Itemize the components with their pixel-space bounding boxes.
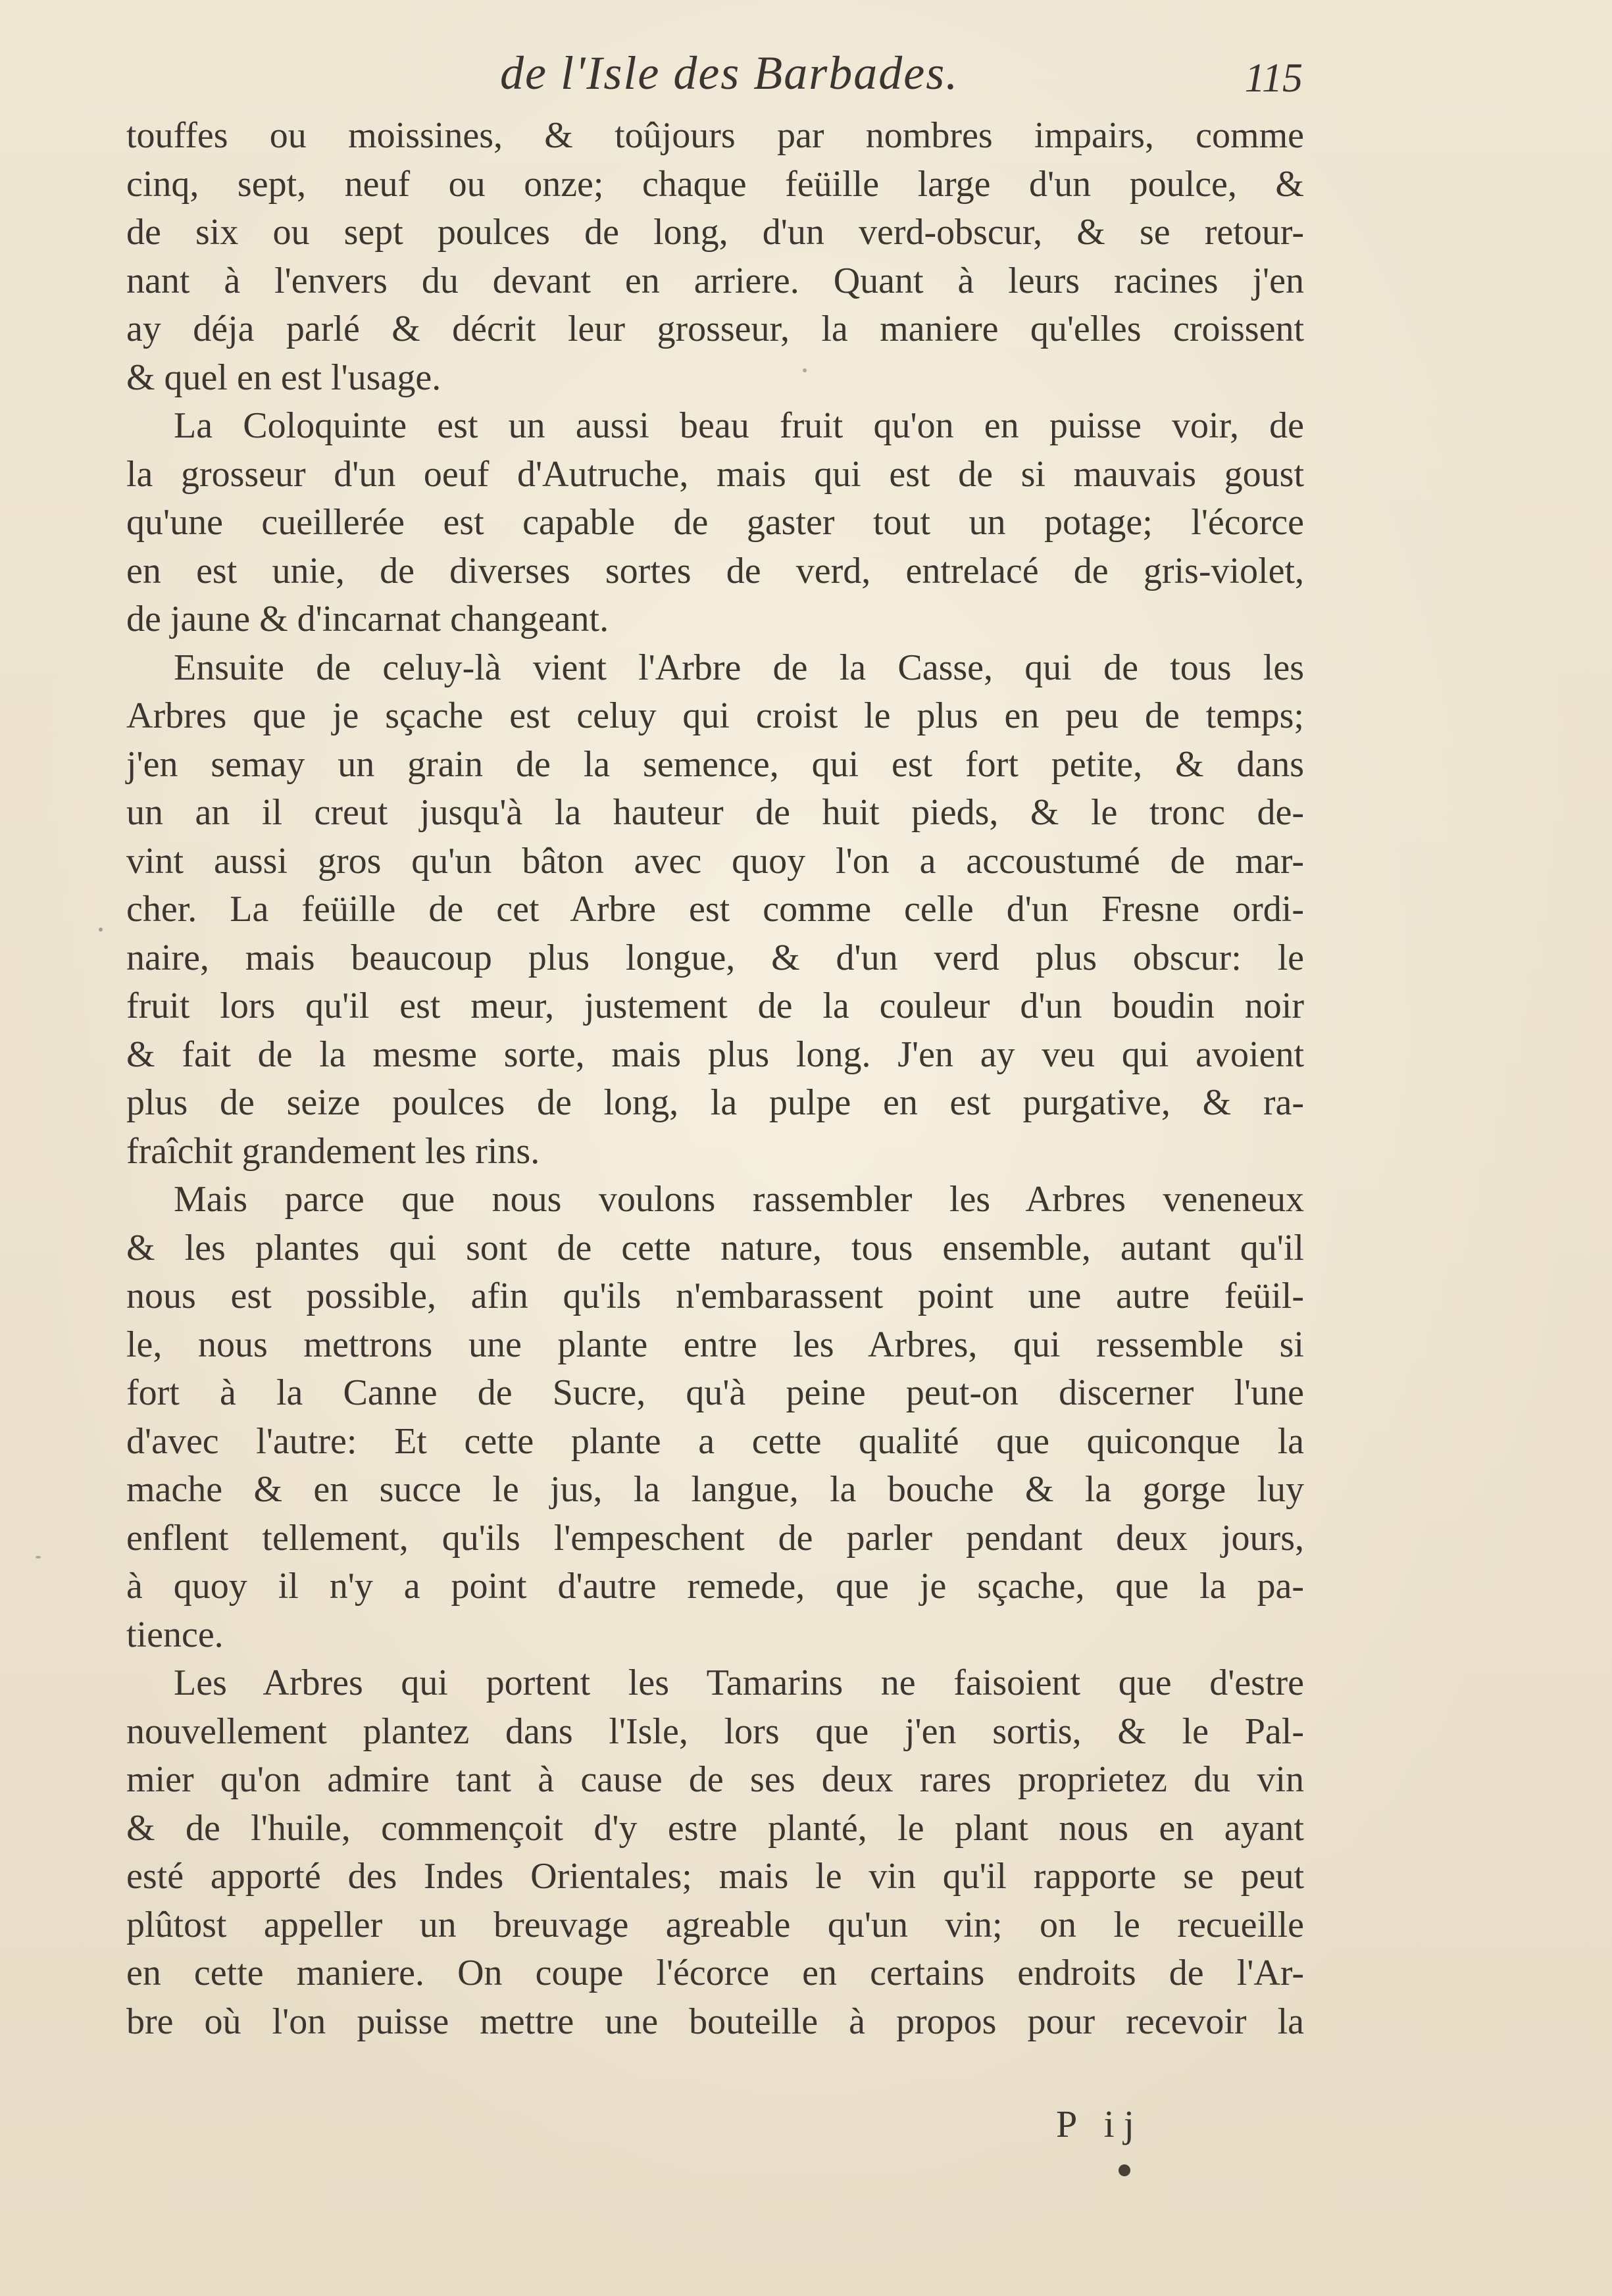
text-line: ay déja parlé & décrit leur grosseur, la maniere qu'elles croissent <box>126 309 1304 349</box>
text-line: le, nous mettrons une plante entre les Arbres, qui ressemble si <box>126 1324 1304 1365</box>
text-line: fort à la Canne de Sucre, qu'à peine peut-on discerner l'une <box>126 1372 1304 1413</box>
ink-speck <box>803 368 807 372</box>
text-line: fraîchit grandement les rins. <box>126 1130 540 1172</box>
text-line: en est unie, de diverses sortes de verd, entrelacé de gris-violet, <box>126 550 1304 591</box>
printers-dot-ornament <box>1119 2164 1130 2176</box>
text-line: Ensuite de celuy-là vient l'Arbre de la Casse, qui de tous les <box>174 647 1304 688</box>
text-line: nous est possible, afin qu'ils n'embarassent point une autre feüil- <box>126 1276 1304 1316</box>
text-line: de jaune & d'incarnat changeant. <box>126 599 609 639</box>
text-line: Mais parce que nous voulons rassembler les Arbres veneneux <box>174 1179 1304 1220</box>
body-text <box>126 112 1304 2046</box>
page-number: 115 <box>1244 56 1303 101</box>
paragraph-2 <box>126 402 1304 644</box>
text-line: & quel en est l'usage. <box>126 357 441 398</box>
text-line: d'avec l'autre: Et cette plante a cette qualité que quiconque la <box>126 1420 1304 1462</box>
paragraph-1 <box>126 112 1304 402</box>
text-line: La Coloquinte est un aussi beau fruit qu'on en puisse voir, de <box>174 405 1304 446</box>
paragraph-4 <box>126 1176 1304 1659</box>
text-line: tience. <box>126 1614 224 1655</box>
text-line: & fait de la mesme sorte, mais plus long. J'en ay veu qui avoient <box>126 1034 1304 1075</box>
text-line: vint aussi gros qu'un bâton avec quoy l'on a accoustumé de mar- <box>126 840 1304 882</box>
ink-speck <box>36 1556 41 1559</box>
text-line: j'en semay un grain de la semence, qui est fort petite, & dans <box>126 743 1304 785</box>
text-line: mache & en succe le jus, la langue, la bouche & la gorge luy <box>126 1469 1304 1510</box>
text-line: un an il creut jusqu'à la hauteur de huit pieds, & le tronc de- <box>126 792 1304 833</box>
text-line: en cette maniere. On coupe l'écorce en certains endroits de l'Ar- <box>126 1953 1304 1993</box>
text-line: plûtost appeller un breuvage agreable qu'un vin; on le recueille <box>126 1904 1304 1945</box>
running-head <box>125 46 1303 118</box>
paragraph-5 <box>126 1659 1304 2046</box>
text-line: naire, mais beaucoup plus longue, & d'un verd plus obscur: le <box>126 937 1304 978</box>
text-line: la grosseur d'un oeuf d'Autruche, mais qui est de si mauvais goust <box>126 453 1304 495</box>
text-line: Les Arbres qui portent les Tamarins ne faisoient que d'estre <box>174 1662 1304 1703</box>
text-line: Arbres que je sçache est celuy qui croist le plus en peu de temps; <box>126 695 1304 736</box>
text-line: & les plantes qui sont de cette nature, tous ensemble, autant qu'il <box>126 1227 1304 1268</box>
running-head-title: de l'Isle des Barbades. <box>500 47 959 99</box>
text-line: nant à l'envers du devant en arriere. Quant à leurs racines j'en <box>126 260 1304 301</box>
text-line: nouvellement plantez dans l'Isle, lors que j'en sortis, & le Pal- <box>126 1710 1304 1752</box>
text-line: enflent tellement, qu'ils l'empeschent de parler pendant deux jours, <box>126 1517 1304 1559</box>
ink-speck <box>99 928 103 932</box>
text-line: plus de seize poulces de long, la pulpe en est purgative, & ra- <box>126 1082 1304 1123</box>
text-line: fruit lors qu'il est meur, justement de la couleur d'un boudin noir <box>126 986 1304 1026</box>
text-line: esté apporté des Indes Orientales; mais le vin qu'il rapporte se peut <box>126 1856 1304 1897</box>
text-line: cher. La feüille de cet Arbre est comme celle d'un Fresne ordi- <box>126 889 1304 930</box>
text-line: de six ou sept poulces de long, d'un verd-obscur, & se retour- <box>126 212 1304 253</box>
text-line: mier qu'on admire tant à cause de ses deux rares proprietez du vin <box>126 1759 1304 1800</box>
paragraph-3 <box>126 644 1304 1176</box>
text-line: & de l'huile, commençoit d'y estre planté, le plant nous en ayant <box>126 1807 1304 1849</box>
signature-mark: P ij <box>1056 2103 1144 2145</box>
text-line: qu'une cueillerée est capable de gaster tout un potage; l'écorce <box>126 502 1304 543</box>
text-line: bre où l'on puisse mettre une bouteille à propos pour recevoir la <box>126 2001 1304 2042</box>
text-line: cinq, sept, neuf ou onze; chaque feüille large d'un poulce, & <box>126 163 1304 205</box>
text-line: à quoy il n'y a point d'autre remede, que je sçache, que la pa- <box>126 1566 1304 1607</box>
text-line: touffes ou moissines, & toûjours par nombres impairs, comme <box>126 115 1304 156</box>
